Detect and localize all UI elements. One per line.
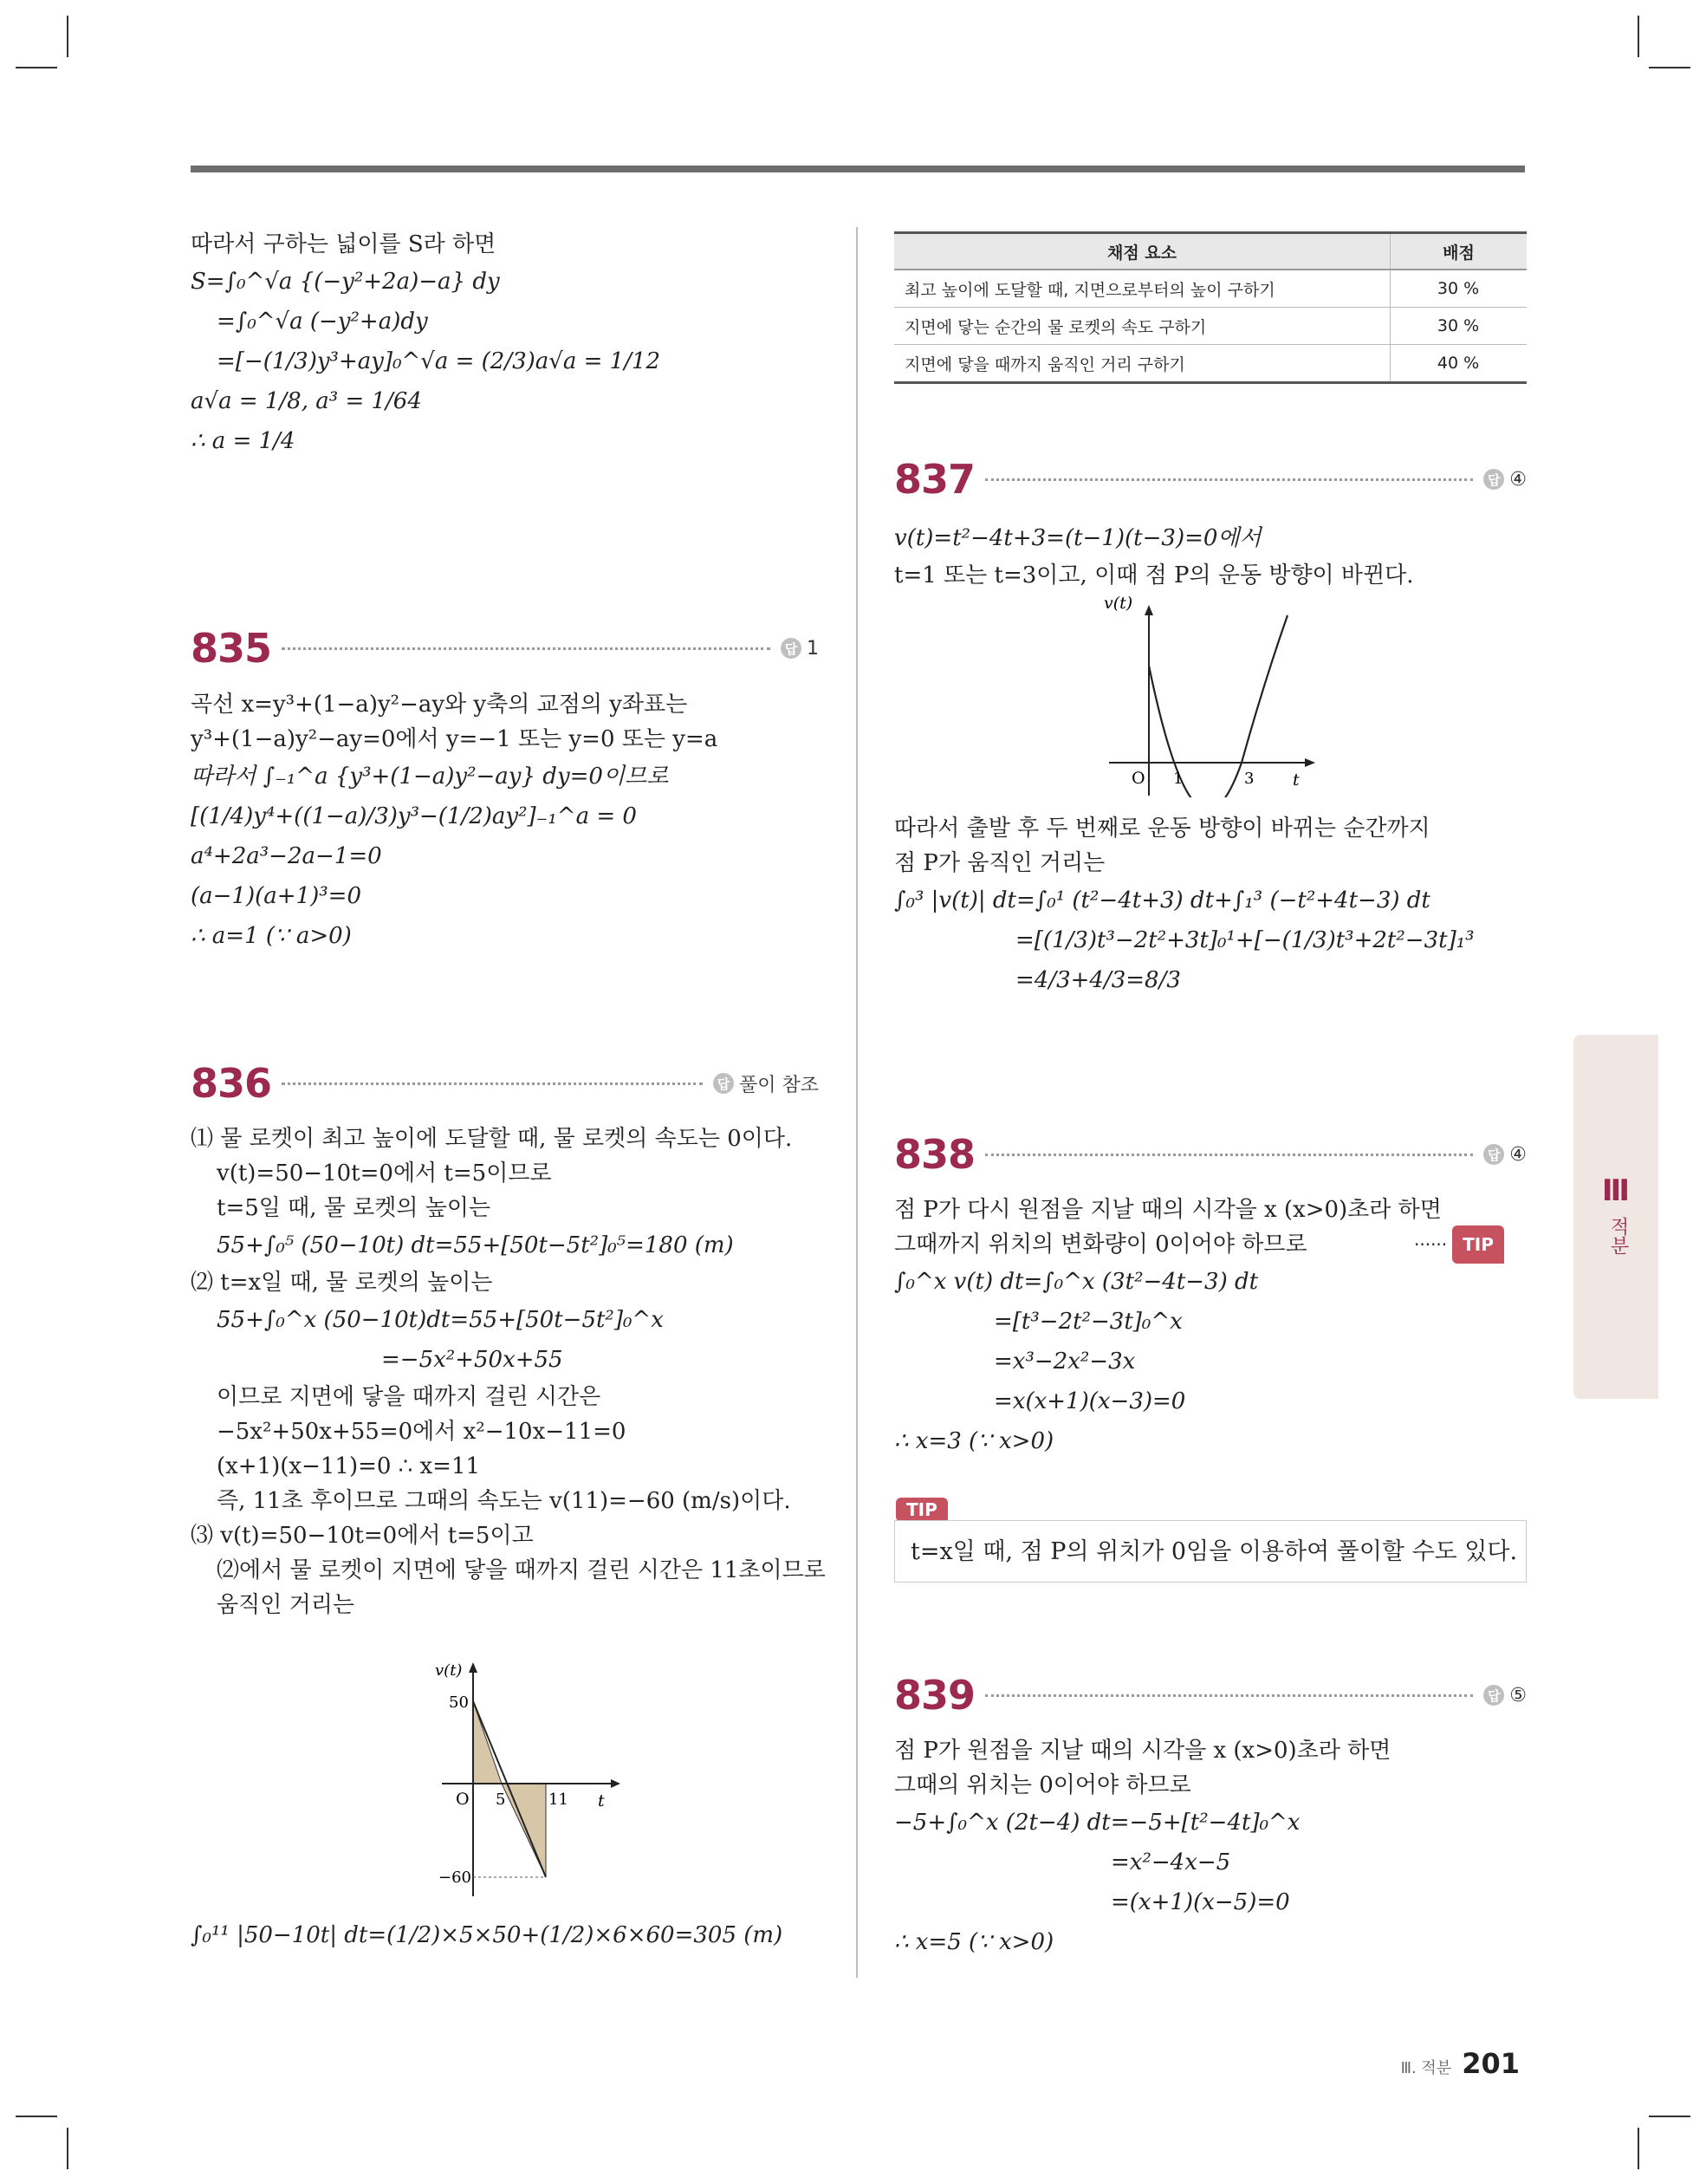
crop-mark: [16, 2116, 57, 2117]
crop-mark: [1638, 16, 1639, 57]
formula-line: =−5x²+50x+55: [381, 1347, 563, 1373]
text-line: ⑴ 물 로켓이 최고 높이에 도달할 때, 물 로켓의 속도는 0이다.: [191, 1126, 793, 1152]
text-line: ⑵ t=x일 때, 물 로켓의 높이는: [191, 1270, 493, 1296]
text-line: [894, 1227, 1535, 1262]
problem-number: 837: [894, 456, 976, 503]
problem-number: 838: [894, 1131, 976, 1178]
formula-line: 따라서 ∫₋₁^a {y³+(1−a)y²−ay} dy=0이므로: [191, 764, 669, 790]
formula-line: =∫₀^√a (−y²+a)dy: [217, 309, 428, 335]
formula-line: S=∫₀^√a {(−y²+2a)−a} dy: [191, 269, 500, 295]
formula-line: [(1/4)y⁴+((1−a)/3)y³−(1/2)ay²]₋₁^a = 0: [191, 803, 637, 829]
y-axis-arrow: [1145, 605, 1153, 615]
text-line: t=5일 때, 물 로켓의 높이는: [217, 1195, 491, 1221]
problem-836-header: [191, 1057, 819, 1109]
solution-836-final: [191, 1915, 832, 1955]
problem-838-header: [894, 1128, 1527, 1180]
formula-line: =4/3+4/3=8/3: [1015, 967, 1181, 993]
problem-837-header: [894, 453, 1527, 505]
tip-tag: TIP: [1452, 1225, 1504, 1264]
formula-line: =x²−4x−5: [1111, 1849, 1231, 1875]
solution-838: [894, 1193, 1535, 1461]
table-cell: 30 %: [1391, 270, 1528, 308]
crop-mark: [16, 67, 57, 68]
formula-line: =[(1/3)t³−2t²+3t]₀¹+[−(1/3)t³+2t²−3t]₁³: [1015, 927, 1475, 953]
answer-icon: 답: [1483, 1685, 1504, 1706]
formula-line: a⁴+2a³−2a−1=0: [191, 843, 382, 869]
answer-value: ⑤: [1509, 1684, 1527, 1706]
chapter-label: Ⅲ. 적분: [1400, 2059, 1452, 2077]
tick-label-x: 11: [548, 1791, 568, 1809]
tip-marker: [1414, 1225, 1504, 1264]
y-axis-arrow: [469, 1662, 477, 1673]
text-line: (x+1)(x−11)=0 ∴ x=11: [217, 1453, 481, 1479]
leader-dots: [985, 478, 1473, 481]
formula-line: =x³−2x²−3x: [994, 1349, 1136, 1375]
tip-box-tag: TIP: [896, 1498, 948, 1522]
text-line: t=1 또는 t=3이고, 이때 점 P의 운동 방향이 바뀐다.: [894, 562, 1414, 588]
formula-line: 55+∫₀^x (50−10t)dt=55+[50t−5t²]₀^x: [217, 1307, 664, 1333]
problem-number: 835: [191, 625, 272, 672]
velocity-graph-837: [1100, 589, 1326, 797]
table-row: [894, 345, 1527, 383]
text-line: 그때의 위치는 0이어야 하므로: [894, 1772, 1191, 1798]
text-line: 따라서 구하는 넓이를 S라 하면: [191, 231, 496, 257]
text-line: 움직인 거리는: [217, 1592, 354, 1618]
formula-line: (a−1)(a+1)³=0: [191, 883, 361, 909]
section-name: 적분: [1607, 1217, 1629, 1255]
table-cell: 40 %: [1391, 345, 1528, 383]
axis-label-x: t: [598, 1791, 605, 1810]
formula-line: =(x+1)(x−5)=0: [1111, 1889, 1290, 1915]
table-header: 배점: [1391, 233, 1528, 270]
problem-number: 836: [191, 1060, 272, 1107]
problem-839-header: [894, 1669, 1527, 1721]
axis-label-y: v(t): [1104, 594, 1133, 613]
tick-label-x: 5: [496, 1791, 506, 1809]
axis-label-x: t: [1293, 770, 1300, 790]
leader-dots: [282, 1082, 703, 1085]
formula-line: 55+∫₀⁵ (50−10t) dt=55+[50t−5t²]₀⁵=180 (m): [217, 1232, 734, 1258]
formula-line: ∴ x=5 (∵ x>0): [894, 1929, 1054, 1955]
tick-label-y: 50: [449, 1693, 469, 1712]
axis-label-y: v(t): [435, 1661, 463, 1680]
tip-text: t=x일 때, 점 P의 위치가 0임을 이용하여 풀이할 수도 있다.: [911, 1538, 1518, 1565]
x-axis-arrow: [1305, 758, 1315, 767]
formula-line: =[−(1/3)y³+ay]₀^√a = (2/3)a√a = 1/12: [217, 348, 661, 374]
answer-icon: 답: [713, 1073, 734, 1094]
formula-line: ∴ a = 1/4: [191, 428, 295, 454]
tick-label-x: 3: [1244, 770, 1255, 788]
crop-mark: [1638, 2128, 1639, 2169]
text-line: 즉, 11초 후이므로 그때의 속도는 v(11)=−60 (m/s)이다.: [217, 1488, 791, 1514]
solution-834-continued: [191, 227, 832, 461]
chapter-side-tab: [1573, 1035, 1658, 1399]
text-line: 이므로 지면에 닿을 때까지 걸린 시간은: [217, 1384, 601, 1410]
crop-mark: [1649, 2116, 1690, 2117]
solution-835: [191, 687, 832, 956]
tip-dots: ······: [1414, 1233, 1448, 1255]
score-table: [894, 231, 1527, 384]
table-row: [894, 308, 1527, 345]
crop-mark: [67, 2128, 68, 2169]
table-cell: 최고 높이에 도달할 때, 지면으로부터의 높이 구하기: [894, 270, 1391, 308]
leader-dots: [985, 1694, 1473, 1697]
formula-line: ∫₀³ |v(t)| dt=∫₀¹ (t²−4t+3) dt+∫₁³ (−t²+4t−3) dt: [894, 887, 1430, 913]
answer-value: ④: [1509, 1143, 1527, 1166]
text-line: 점 P가 움직인 거리는: [894, 850, 1106, 876]
page-footer: [1401, 2047, 1520, 2080]
answer-badge: [1483, 1685, 1527, 1706]
tip-box: [894, 1520, 1527, 1583]
solution-839: [894, 1733, 1535, 1962]
text-line: ⑵에서 물 로켓이 지면에 닿을 때까지 걸린 시간은 11초이므로: [217, 1557, 826, 1583]
answer-badge: [1483, 469, 1527, 491]
formula-line: =x(x+1)(x−3)=0: [994, 1388, 1186, 1414]
answer-value: ④: [1509, 468, 1527, 491]
crop-mark: [67, 16, 68, 57]
formula-line: a√a = 1/8, a³ = 1/64: [191, 388, 422, 414]
problem-835-header: [191, 622, 819, 674]
text-span: 그때까지 위치의 변화량이 0이어야 하므로: [894, 1232, 1307, 1258]
table-row: [894, 270, 1527, 308]
answer-badge: [713, 1070, 819, 1097]
formula-line: =[t³−2t²−3t]₀^x: [994, 1309, 1183, 1335]
text-line: y³+(1−a)y²−ay=0에서 y=−1 또는 y=0 또는 y=a: [191, 726, 718, 752]
velocity-curve: [1149, 615, 1288, 797]
origin-label: O: [456, 1790, 470, 1809]
text-line: 점 P가 다시 원점을 지날 때의 시각을 x (x>0)초라 하면: [894, 1197, 1442, 1223]
header-rule: [191, 166, 1525, 172]
tick-label-x: 1: [1173, 770, 1184, 788]
origin-label: O: [1132, 769, 1145, 788]
text-line: 따라서 출발 후 두 번째로 운동 방향이 바뀌는 순간까지: [894, 816, 1430, 842]
answer-badge: [1483, 1144, 1527, 1166]
formula-line: −5+∫₀^x (2t−4) dt=−5+[t²−4t]₀^x: [894, 1810, 1301, 1836]
table-cell: 지면에 닿을 때까지 움직인 거리 구하기: [894, 345, 1391, 383]
x-axis-arrow: [611, 1779, 620, 1788]
formula-line: ∴ a=1 (∵ a>0): [191, 923, 352, 949]
column-divider: [856, 227, 858, 1978]
page-number: 201: [1462, 2047, 1520, 2080]
table-header: 채점 요소: [894, 233, 1391, 270]
answer-icon: 답: [1483, 1144, 1504, 1165]
formula-line: ∫₀¹¹ |50−10t| dt=(1/2)×5×50+(1/2)×6×60=305 (m): [191, 1922, 783, 1948]
formula-line: ∴ x=3 (∵ x>0): [894, 1428, 1054, 1454]
crop-mark: [1649, 67, 1690, 68]
text-line: 점 P가 원점을 지날 때의 시각을 x (x>0)초라 하면: [894, 1738, 1391, 1764]
problem-number: 839: [894, 1672, 976, 1719]
solution-837-intro: [894, 518, 1535, 593]
formula-line: v(t)=t²−4t+3=(t−1)(t−3)=0에서: [894, 525, 1262, 551]
leader-dots: [985, 1154, 1473, 1156]
tick-label-y: −60: [438, 1869, 471, 1887]
text-line: v(t)=50−10t=0에서 t=5이므로: [217, 1160, 552, 1186]
formula-line: ∫₀^x v(t) dt=∫₀^x (3t²−4t−3) dt: [894, 1269, 1259, 1295]
text-line: 곡선 x=y³+(1−a)y²−ay와 y축의 교점의 y좌표는: [191, 692, 688, 718]
text-line: −5x²+50x+55=0에서 x²−10x−11=0: [217, 1419, 626, 1445]
text-line: ⑶ v(t)=50−10t=0에서 t=5이고: [191, 1523, 534, 1549]
solution-837: [894, 811, 1535, 1000]
answer-icon: 답: [781, 638, 801, 659]
answer-badge: [781, 638, 819, 660]
answer-value: 1: [807, 637, 819, 660]
section-numeral: Ⅲ: [1601, 1173, 1631, 1208]
table-header-row: [894, 233, 1527, 270]
velocity-graph-836: [425, 1654, 624, 1896]
solution-836: [191, 1121, 832, 1622]
table-cell: 지면에 닿는 순간의 물 로켓의 속도 구하기: [894, 308, 1391, 345]
answer-value: 풀이 참조: [738, 1074, 819, 1096]
answer-icon: 답: [1483, 469, 1504, 490]
table-cell: 30 %: [1391, 308, 1528, 345]
leader-dots: [282, 647, 770, 650]
